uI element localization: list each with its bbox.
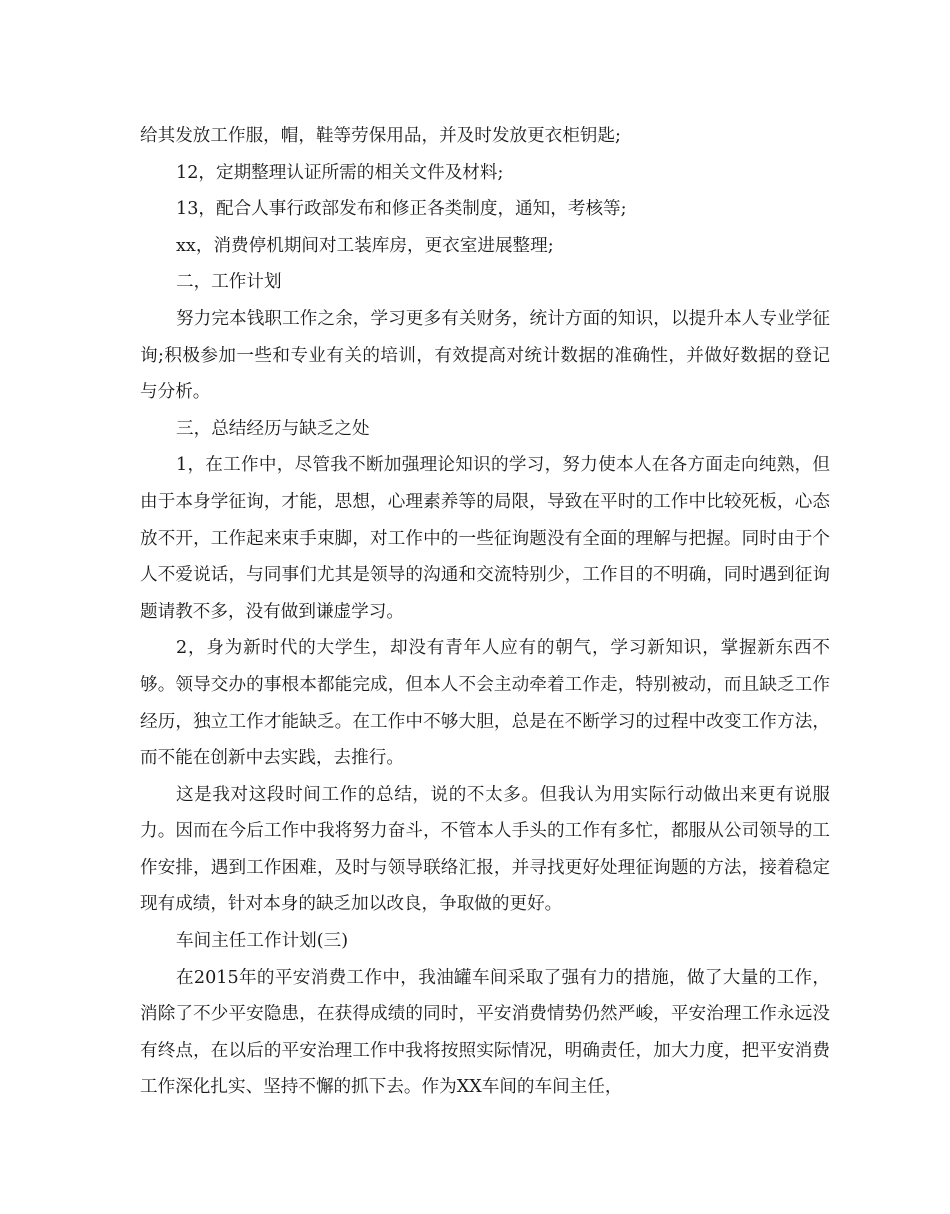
section-heading: 三，总结经历与缺乏之处 — [176, 418, 370, 439]
paragraph: 13，配合人事行政部发布和修正各类制度，通知，考核等; — [176, 199, 627, 220]
paragraph: 2，身为新时代的大学生，却没有青年人应有的朝气，学习新知识，掌握新东西不够。领导交办的事根本都能完成，但本人不会主动牵着工作走，特别被动，而且缺乏工作经历，独立工作才能缺乏。在工作中不够大胆，总是在不断学习的过程中改变工作方法，而不能在创新中去实践，去推行。 — [140, 638, 830, 769]
text-line: 给其发放工作服，帽，鞋等劳保用品，并及时发放更衣柜钥匙; — [140, 126, 621, 146]
section-heading: 车间主任工作计划(三) — [176, 931, 349, 952]
paragraph: 努力完本钱职工作之余，学习更多有关财务，统计方面的知识，以提升本人专业学征询;积极参加一些和专业有关的培训，有效提高对统计数据的准确性，并做好数据的登记与分析。 — [140, 308, 830, 403]
paragraph: 1，在工作中，尽管我不断加强理论知识的学习，努力使本人在各方面走向纯熟，但由于本身学征询，才能，思想，心理素养等的局限，导致在平时的工作中比较死板，心态放不开，工作起来束手束脚，对工作中的一些征询题没有全面的理解与把握。同时由于个人不爱说话，与同事们尤其是领导的沟通和交流特别少，工作目的不明确，同时遇到征询题请教不多，没有做到谦虚学习。 — [140, 455, 830, 622]
paragraph: 在2015年的平安消费工作中，我油罐车间采取了强有力的措施，做了大量的工作，消除了不少平安隐患，在获得成绩的同时，平安消费情势仍然严峻，平安治理工作永远没有终点，在以后的平安治理工作中我将按照实际情况，明确责任，加大力度，把平安消费工作深化扎实、坚持不懈的抓下去。作为XX车间的车间主任， — [140, 967, 830, 1098]
paragraph: 这是我对这段时间工作的总结，说的不太多。但我认为用实际行动做出来更有说服力。因而在今后工作中我将努力奋斗，不管本人手头的工作有多忙，都服从公司领导的工作安排，遇到工作困难，及时与领导联络汇报，并寻找更好处理征询题的方法，接着稳定现有成绩，针对本身的缺乏加以改良，争取做的更好。 — [140, 784, 830, 915]
paragraph: 12，定期整理认证所需的相关文件及材料; — [176, 162, 504, 183]
document-body — [140, 118, 830, 1106]
section-heading: 二，工作计划 — [176, 272, 282, 293]
paragraph: xx，消费停机期间对工装库房，更衣室进展整理; — [176, 235, 554, 256]
